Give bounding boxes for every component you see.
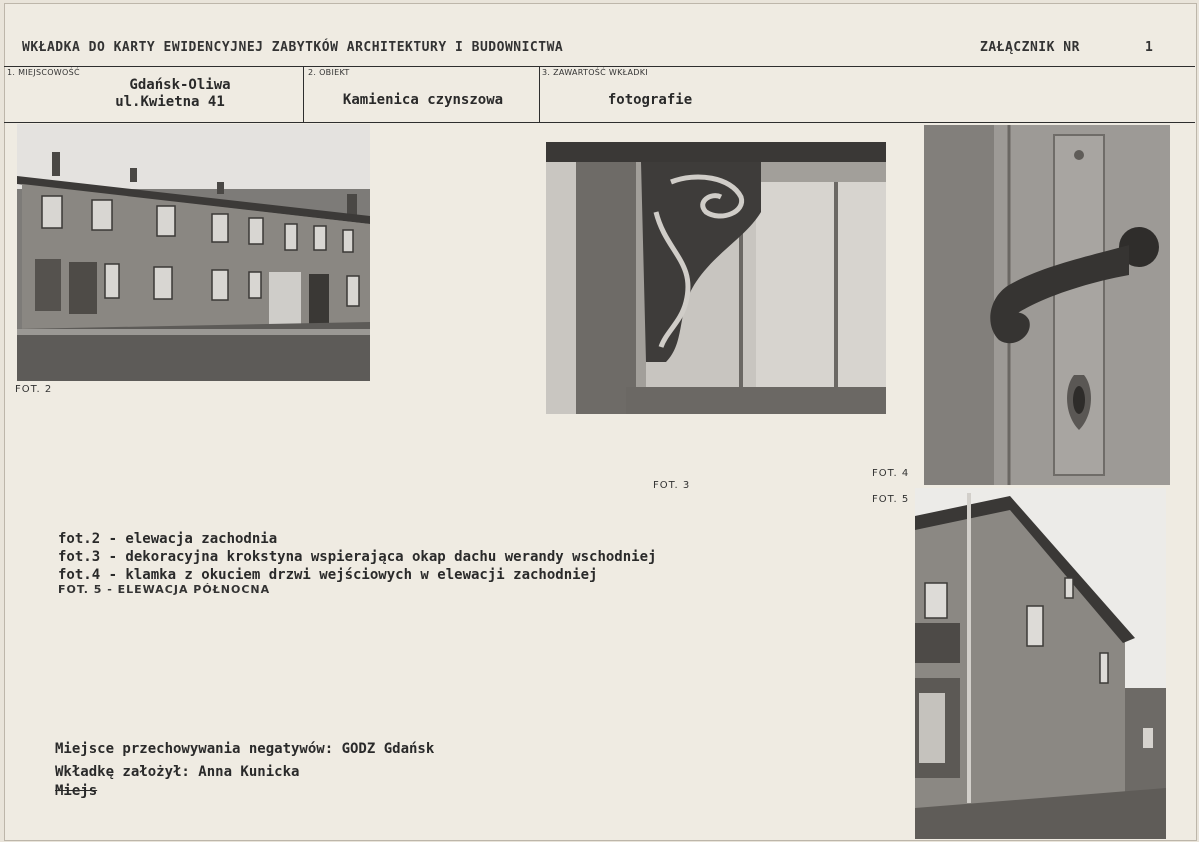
location-line1: Gdańsk-Oliwa (129, 77, 231, 93)
legend-item: fot.3 - dekoracyjna krokstyna wspierająca okap dachu werandy wschodniej (58, 549, 657, 565)
legend-item-handwritten: FOT. 5 - ELEWACJA PÓŁNOCNA (58, 583, 271, 596)
contents-label: 3. ZAWARTOŚĆ WKŁADKI (542, 68, 648, 77)
fields-rule (4, 122, 1195, 123)
storage-location: Miejsce przechowywania negatywów: GODZ Gdańsk (55, 741, 435, 757)
photo-fot2-west-elevation (17, 124, 370, 381)
caption-fot2: FOT. 2 (15, 384, 53, 395)
attachment-label: ZAŁĄCZNIK NR (980, 40, 1080, 55)
photo-fot3-bracket (546, 142, 886, 414)
photo-fot4-door-handle (924, 125, 1170, 485)
field-divider-1 (303, 66, 304, 123)
legend-item: fot.2 - elewacja zachodnia (58, 531, 278, 547)
caption-fot5: FOT. 5 (872, 494, 910, 505)
author-line: Wkładkę założył: Anna Kunicka (55, 764, 300, 780)
photo-fot5-north-elevation (915, 488, 1166, 839)
caption-fot3: FOT. 3 (653, 480, 691, 491)
sheet-title: WKŁADKA DO KARTY EWIDENCYJNEJ ZABYTKÓW ARCHITEKTURY I BUDOWNICTWA (22, 40, 564, 55)
struck-text: Miejs (55, 783, 98, 799)
location-line2: ul.Kwietna 41 (115, 94, 225, 110)
attachment-number: 1 (1145, 40, 1154, 55)
contents-value: fotografie (607, 92, 693, 108)
object-value: Kamienica czynszowa (342, 92, 504, 108)
field-divider-2 (539, 66, 540, 123)
caption-fot4: FOT. 4 (872, 468, 910, 479)
legend-item: fot.4 - klamka z okuciem drzwi wejściowych w elewacji zachodniej (58, 567, 598, 583)
object-label: 2. OBIEKT (308, 68, 350, 77)
location-label: 1. MIEJSCOWOŚĆ (7, 68, 80, 77)
header-rule (4, 66, 1195, 67)
